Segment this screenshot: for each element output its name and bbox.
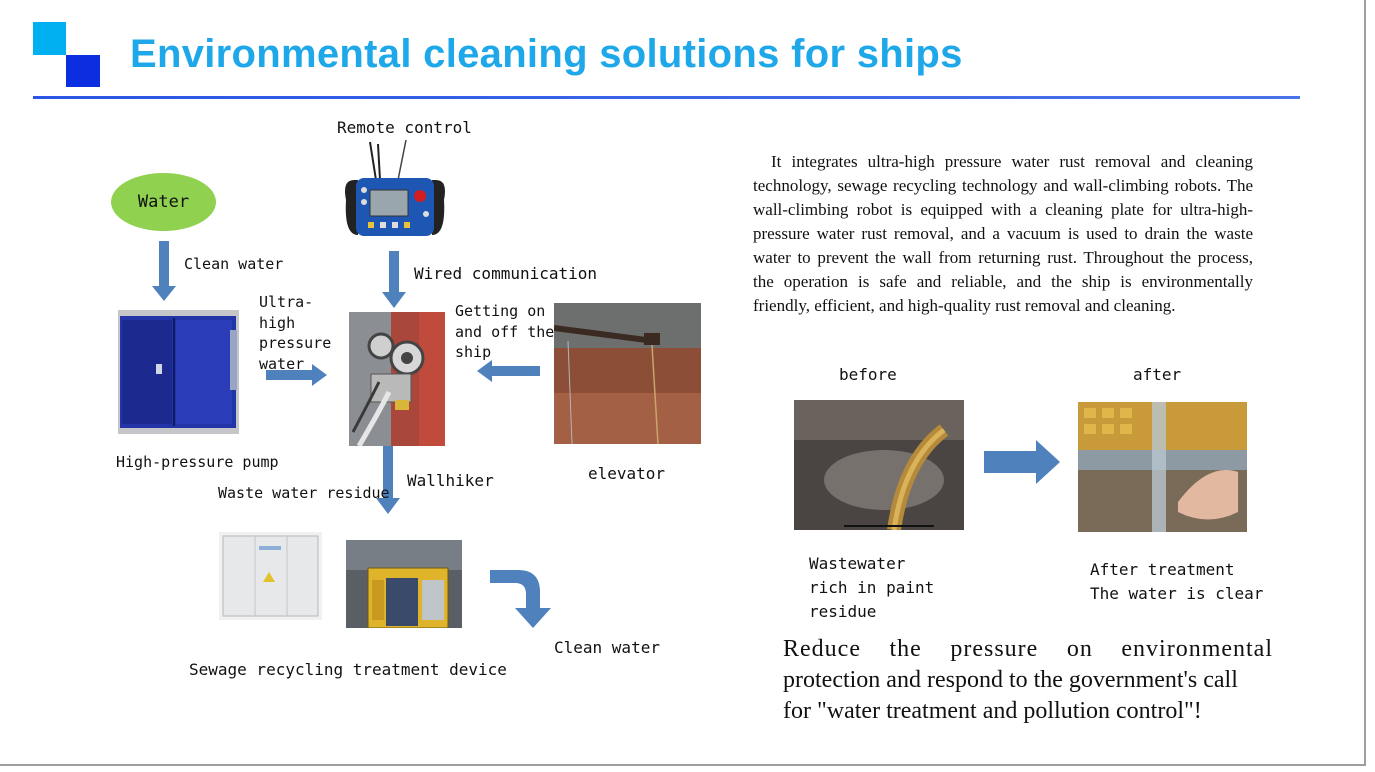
before-label: before [839, 365, 897, 384]
arrow-sewage-clean-water [490, 570, 551, 628]
remote-control-image [340, 140, 450, 245]
arrow-robot-to-sewage [376, 446, 400, 514]
waste-water-residue-label: Waste water residue [218, 484, 390, 502]
after-caption: After treatment The water is clear [1090, 560, 1264, 603]
ultra-high-pressure-water-label: Ultra- high pressure water [259, 293, 332, 373]
high-pressure-pump-label: High-pressure pump [116, 453, 279, 471]
arrow-elevator-to-robot [477, 360, 540, 382]
sewage-device-label: Sewage recycling treatment device [189, 660, 507, 679]
description-paragraph: It integrates ultra-high pressure water rust removal and cleaning technology, sewage recycling technology and wall-climbing robots. The wall-climbing robot is equipped with a cleaning plate for ultra-high-pressure water rust removal, and a vacuum is used to drain the waste water to prevent the wall from returning rust. Throughout the process, the operation is safe and reliable, and the ship is environmentally friendly, efficient, and high-quality rust removal and cleaning. [753, 152, 1253, 315]
before-wastewater-image [794, 400, 964, 530]
arrow-water-to-pump [152, 241, 176, 301]
wallhiker-label: Wallhiker [407, 471, 494, 490]
closing-line-1: Reduce the pressure on environmental [783, 636, 1273, 662]
remote-control-label: Remote control [337, 118, 472, 137]
arrow-remote-to-robot [382, 251, 406, 308]
wired-communication-label: Wired communication [414, 264, 598, 283]
closing-message [783, 634, 1273, 727]
closing-line-2: protection and respond to the government's call [783, 667, 1238, 693]
wallhiker-robot-image [349, 312, 445, 446]
sewage-device-image-1 [219, 532, 322, 620]
after-label: after [1133, 365, 1182, 384]
elevator-label: elevator [588, 464, 666, 483]
elevator-image [554, 303, 701, 444]
after-clear-water-image [1078, 402, 1247, 532]
clean-water-label: Clean water [184, 255, 284, 273]
sewage-device-image-2 [346, 540, 462, 628]
page-title: Environmental cleaning solutions for ships [130, 32, 963, 76]
water-node: Water [111, 173, 216, 231]
closing-line-3: for "water treatment and pollution control"! [783, 698, 1202, 724]
high-pressure-pump-image [118, 310, 239, 434]
arrow-before-to-after [984, 440, 1060, 484]
getting-on-off-label: Getting on and off the ship [455, 302, 555, 361]
before-caption: Wastewater rich in paint residue [809, 554, 935, 621]
clean-water-out-label: Clean water [554, 638, 660, 657]
